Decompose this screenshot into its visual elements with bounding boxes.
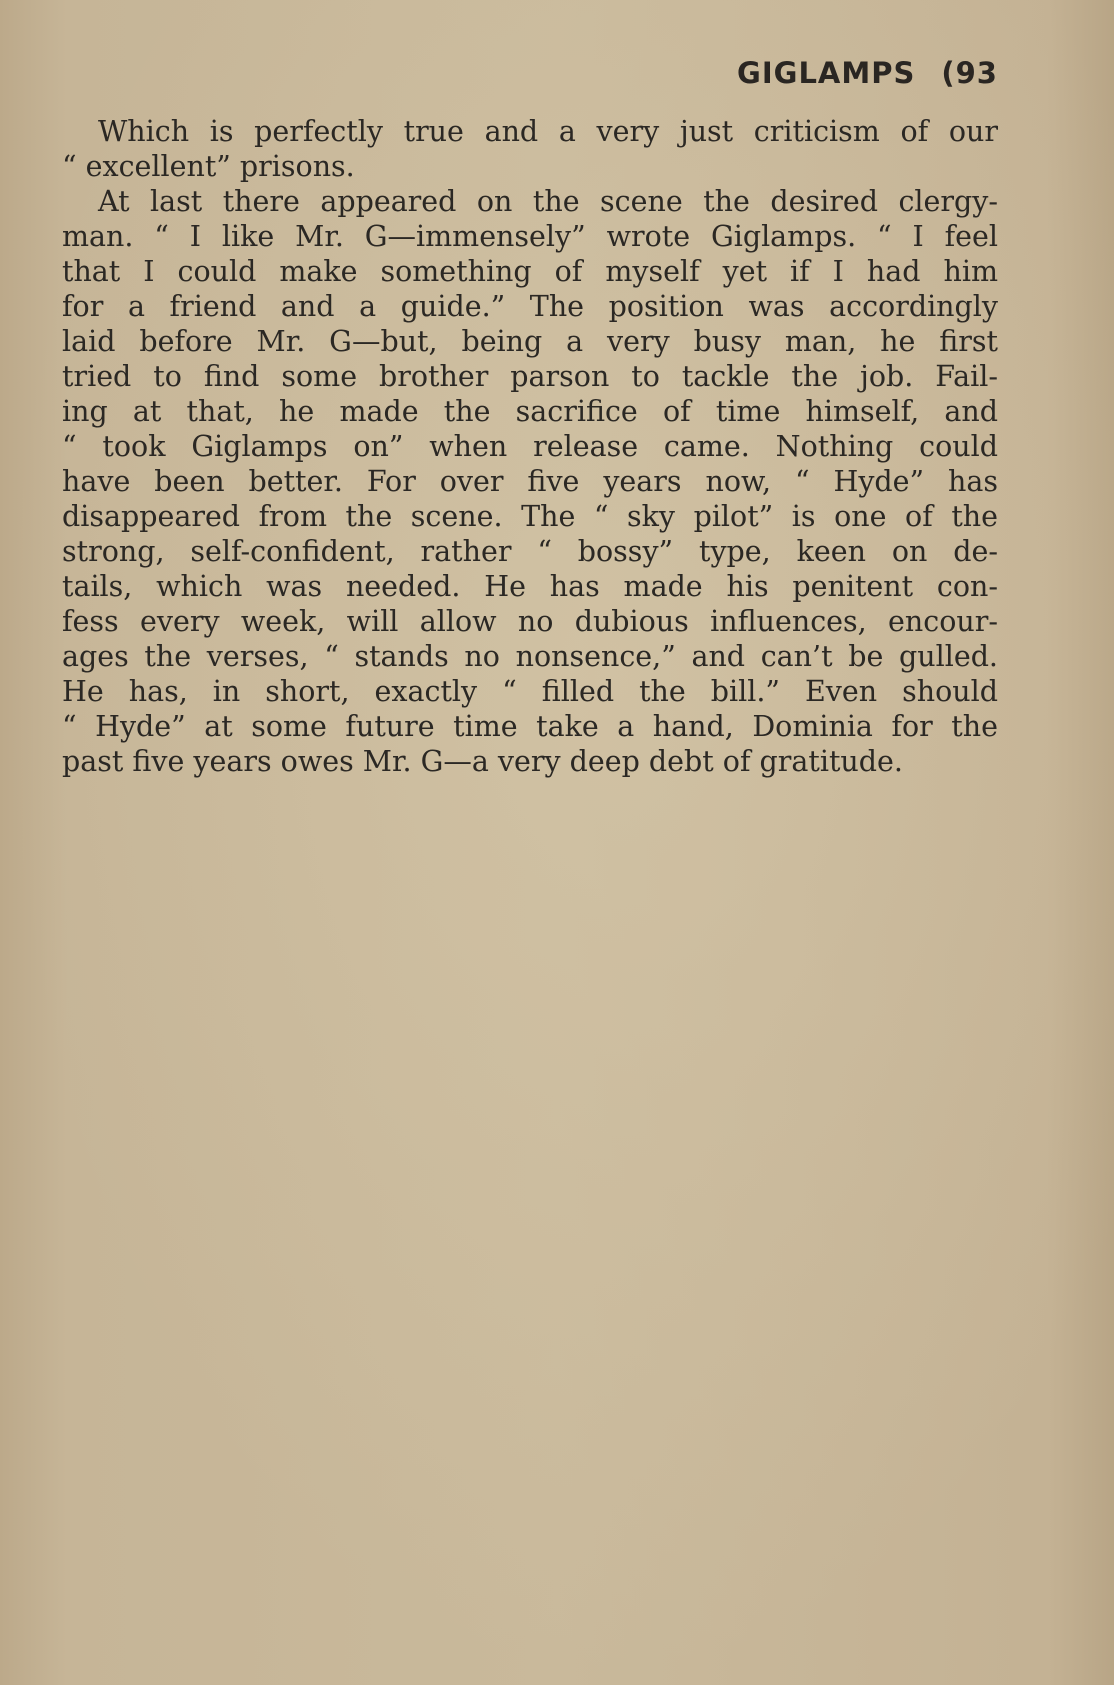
text-line: have been better. For over five years now, “ Hyde” has [62, 465, 998, 498]
text-line: At last there appeared on the scene the desired clergy- [98, 185, 998, 218]
text-line: Which is perfectly true and a very just criticism of our [98, 115, 998, 148]
text-line: strong, self-confident, rather “ bossy” type, keen on de- [62, 535, 998, 568]
page-number: (93 [941, 56, 998, 90]
text-line: ing at that, he made the sacrifice of time himself, and [62, 395, 998, 428]
text-line: fess every week, will allow no dubious influences, encour- [62, 605, 998, 638]
text-line: that I could make something of myself yet if I had him [62, 255, 998, 288]
paragraph-1 [26, 114, 998, 184]
text-line: “ excellent” prisons. [62, 150, 355, 183]
text-line: for a friend and a guide.” The position was accordingly [62, 290, 998, 323]
text-line: tried to find some brother parson to tackle the job. Fail- [62, 360, 998, 393]
body-text [26, 114, 998, 779]
running-head [737, 56, 998, 90]
running-head-title: GIGLAMPS [737, 56, 916, 90]
text-line: ages the verses, “ stands no nonsence,” and can’t be gulled. [62, 640, 998, 673]
text-line: “ Hyde” at some future time take a hand, Dominia for the [62, 710, 998, 743]
text-line: He has, in short, exactly “ filled the bill.” Even should [62, 675, 998, 708]
text-line: past five years owes Mr. G—a very deep debt of gratitude. [62, 745, 903, 778]
paragraph-2 [26, 184, 998, 779]
text-line: laid before Mr. G—but, being a very busy man, he first [62, 325, 998, 358]
text-line: tails, which was needed. He has made his penitent con- [62, 570, 998, 603]
text-line: disappeared from the scene. The “ sky pilot” is one of the [62, 500, 998, 533]
text-line: man. “ I like Mr. G—immensely” wrote Giglamps. “ I feel [62, 220, 998, 253]
text-line: “ took Giglamps on” when release came. Nothing could [62, 430, 998, 463]
